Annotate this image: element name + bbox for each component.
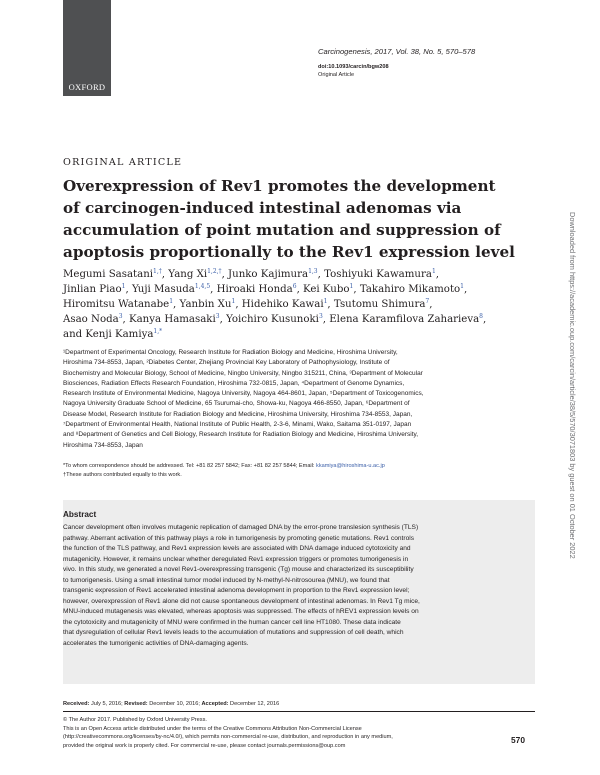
author-name[interactable]: Megumi Sasatani <box>63 269 154 280</box>
author-line: Megumi Sasatani$^{1,\dagger}$, Yang $Xi^{1,2,\dagger}$, Junko Kajimura$^{1,3}$, Toshiyuki Kawamura$^1$, <box>63 268 440 280</box>
author-affiliation-marker[interactable]: 1 <box>323 298 328 305</box>
copyright-line: provided the original work is properly cited. For commercial re-use, please contact journals.permissions@oup.com <box>63 742 346 749</box>
copyright-line: This is an Open Access article distributed under the terms of the Creative Commons Attribution Non-Commercial License <box>63 725 362 732</box>
affiliation-line: Disease Model, Research Institute for Radiation Biology and Medicine, Hiroshima University, Hiroshima 734-8553, Japan, <box>63 410 413 418</box>
abstract-line: that dysregulation of cellular Rev1 levels leads to the accumulation of mutations and suppression of cell death, which <box>63 629 404 637</box>
article-dates <box>63 701 279 707</box>
author-affiliation-marker[interactable]: 3 <box>318 313 323 320</box>
watermark-text: Downloaded from https://academic.oup.com/carcin/article/38/5/570/3071803 by guest on 01 October 2022 <box>568 212 577 559</box>
affiliation-line: Nagoya University Graduate School of Medicine, 65 Tsurumai-cho, Showa-ku, Nagoya 466-8550, Japan, ⁶Department of <box>63 400 410 408</box>
title-line: of carcinogen-induced intestinal adenomas via <box>63 199 462 217</box>
author-affiliation-marker[interactable]: 1,4,5 <box>194 283 211 290</box>
affiliations <box>63 348 535 451</box>
author-name[interactable]: Kei Kubo <box>303 284 350 295</box>
copyright-notice <box>63 716 393 750</box>
author-name[interactable]: Elena Karamfilova Zaharieva <box>329 314 480 325</box>
divider <box>63 711 535 712</box>
logo-text: OXFORD <box>68 82 106 92</box>
author-affiliation-marker[interactable]: 6 <box>292 283 297 290</box>
revised-date: December 10, 2016; <box>149 701 200 707</box>
affiliation-line: and ⁸Department of Genetics and Cell Biology, Research Institute for Radiation Biology and Medicine, Hiroshima University, <box>63 431 419 439</box>
section-label: ORIGINAL ARTICLE <box>63 157 183 168</box>
author-name[interactable]: Takahiro Mikamoto <box>359 284 461 295</box>
revised-label: Revised: <box>124 701 148 707</box>
abstract-line: to tumorigenesis. Using a small intestinal tumor model induced by N-methyl-N-nitrosourea (MNU), we found that <box>63 576 390 584</box>
received-label: Received: <box>63 701 90 707</box>
author-affiliation-marker[interactable]: 1,* <box>153 328 163 335</box>
author-affiliation-marker[interactable]: 8 <box>479 313 483 320</box>
abstract-line: however, overexpression of Rev1 alone did not cause spontaneous development of intestinal adenomas. In Rev1 Tg mice, <box>63 597 420 605</box>
affiliation-line: Hiroshima 734-8553, Japan, ²Diabetes Center, Zhejiang Provincial Key Laboratory of Pathophysiology, Institute of <box>63 359 390 367</box>
abstract-line: MNU-induced mutagenesis was elevated, whereas apoptosis was suppressed. The effects of hREV1 expression levels on <box>63 608 419 616</box>
abstract-text <box>63 523 535 650</box>
affiliation-line: ¹Department of Experimental Oncology, Research Institute for Radiation Biology and Medicine, Hiroshima University, <box>63 349 398 356</box>
abstract-line: vivo. In this study, we generated a novel Rev1-overexpressing transgenic (Tg) mouse and characterized its susceptibility <box>63 566 414 574</box>
author-line: Hiromitsu Watanabe$^1$, Yanbin Xu$^1$, Hidehiko Kawai$^1$, Tsutomu Shimura$^7$, <box>63 298 433 310</box>
author-name[interactable]: Kanya Hamasaki <box>129 314 216 325</box>
author-name[interactable]: Hidehiko Kawai <box>241 299 324 310</box>
author-name[interactable]: Yuji Masuda <box>131 284 195 295</box>
download-watermark <box>568 212 594 706</box>
author-name[interactable]: Jinlian Piao <box>63 284 122 295</box>
journal-citation: Carcinogenesis, 2017, Vol. 38, No. 5, 570–578 <box>318 47 476 56</box>
affiliation-line: Research Institute of Environmental Medicine, Nagoya University, Nagoya 464-8601, Japan, ⁵Department of Toxicogenomics, <box>63 390 424 398</box>
author-affiliation-marker[interactable]: 7 <box>425 298 430 305</box>
author-name[interactable]: Junko Kajimura <box>228 269 309 280</box>
author-name[interactable]: Yanbin Xu <box>179 299 232 310</box>
affiliation-line: Hiroshima 734-8553, Japan <box>63 441 143 449</box>
author-name[interactable]: Hiromitsu Watanabe <box>63 299 170 310</box>
correspondence-note <box>63 462 385 471</box>
author-line: Jinlian Piao$^1$, Yuji Masuda$^{1,4,5}$, Hiroaki Honda$^6$, Kei Kubo$^1$, Takahiro Mikamoto$^1$, <box>63 283 468 295</box>
author-notes <box>63 462 385 480</box>
affiliation-line: Biosciences, Radiation Effects Research Foundation, Hiroshima 732-0815, Japan, ⁴Department of Genome Dynamics, <box>63 379 405 387</box>
author-affiliation-marker[interactable]: 1 <box>121 283 126 290</box>
received-date: July 5, 2016; <box>91 701 123 707</box>
author-line: Asao Noda$^3$, Kanya Hamasaki$^3$, Yoichiro Kusunoki$^3$, Elena Karamfilova Zaharieva$^8$, <box>63 313 487 325</box>
author-name[interactable]: Toshiyuki Kawamura <box>324 269 432 280</box>
author-affiliation-marker[interactable]: 1,3 <box>308 268 318 275</box>
email-link[interactable]: kkamiya@hiroshima-u.ac.jp <box>316 463 385 469</box>
title-line: Overexpression of Rev1 promotes the development <box>63 177 496 195</box>
abstract-line: the function of the TLS pathway, and Rev1 expression levels are associated with DNA damage induced cytotoxicity and <box>63 545 411 553</box>
author-name[interactable]: Yang Xi <box>168 269 208 280</box>
title-line: apoptosis proportionally to the Rev1 expression level <box>63 243 515 261</box>
author-affiliation-marker[interactable]: 1 <box>231 298 236 305</box>
copyright-line: (http://creativecommons.org/licenses/by-nc/4.0/), which permits non-commercial re-use, distribution, and reproduction in any medium, <box>63 734 393 740</box>
author-name[interactable]: Hiroaki Honda <box>216 284 293 295</box>
abstract-line: Cancer development often involves mutagenic replication of damaged DNA by the error-prone translesion synthesis (TLS) <box>63 524 419 531</box>
author-list <box>63 267 533 342</box>
author-affiliation-marker[interactable]: 3 <box>215 313 220 320</box>
author-affiliation-marker[interactable]: 3 <box>118 313 123 320</box>
copyright-line: © The Author 2017. Published by Oxford University Press. <box>63 717 207 723</box>
article-title <box>63 175 543 263</box>
abstract-line: mutagenicity. However, it remains unclear whether deregulated Rev1 expression triggers or promotes tumorigenesis in <box>63 555 409 563</box>
abstract-line: accelerates the tumorigenic activities of DNA-damaging agents. <box>63 640 249 648</box>
affiliation-line: ⁷Department of Environmental Health, National Institute of Public Health, 2-3-6, Minami, Wako, Saitama 351-0197, Japan <box>63 421 412 429</box>
author-line <box>63 327 533 342</box>
author-affiliation-marker[interactable]: 1 <box>460 283 464 290</box>
accepted-label: Accepted: <box>201 701 229 707</box>
affiliation-line: Biochemistry and Molecular Biology, School of Medicine, Ningbo University, Ningbo 315211, China, ³Department of Molecular <box>63 369 423 377</box>
author-affiliation-marker[interactable]: 1 <box>431 268 436 275</box>
abstract-line: the cytotoxicity and mutagenicity of MNU were confirmed in the human cancer cell line HT1080. These data indicate <box>63 618 401 626</box>
abstract-line: pathway. Aberrant activation of this pathway plays a role in tumorigenesis by promoting genetic mutations. Rev1 controls <box>63 534 414 542</box>
author-affiliation-marker[interactable]: 1,† <box>153 268 162 275</box>
author-name[interactable]: and Kenji Kamiya <box>63 329 154 340</box>
abstract-heading: Abstract <box>63 510 97 519</box>
author-name[interactable]: Yoichiro Kusunoki <box>226 314 319 325</box>
accepted-date: December 12, 2016 <box>230 701 280 707</box>
article-type: Original Article <box>318 72 355 78</box>
abstract-line: transgenic expression of Rev1 accelerated intestinal adenoma development in proportion to the Rev1 expression level; <box>63 587 410 595</box>
author-affiliation-marker[interactable]: 1 <box>349 283 354 290</box>
author-name[interactable]: Tsutomu Shimura <box>333 299 426 310</box>
correspondence-text: *To whom correspondence should be addressed. Tel: +81 82 257 5842; Fax: +81 82 257 5844; Email: <box>63 463 317 469</box>
page-number: 570 <box>511 735 525 745</box>
title-line: accumulation of point mutation and suppression of <box>63 221 501 239</box>
oxford-logo <box>63 0 111 96</box>
doi-link[interactable]: doi:10.1093/carcin/bgw208 <box>318 64 389 70</box>
author-affiliation-marker[interactable]: 1 <box>169 298 174 305</box>
author-name[interactable]: Asao Noda <box>63 314 119 325</box>
equal-contribution-note: †These authors contributed equally to this work. <box>63 472 182 478</box>
author-affiliation-marker[interactable]: 1,2,† <box>207 268 222 275</box>
